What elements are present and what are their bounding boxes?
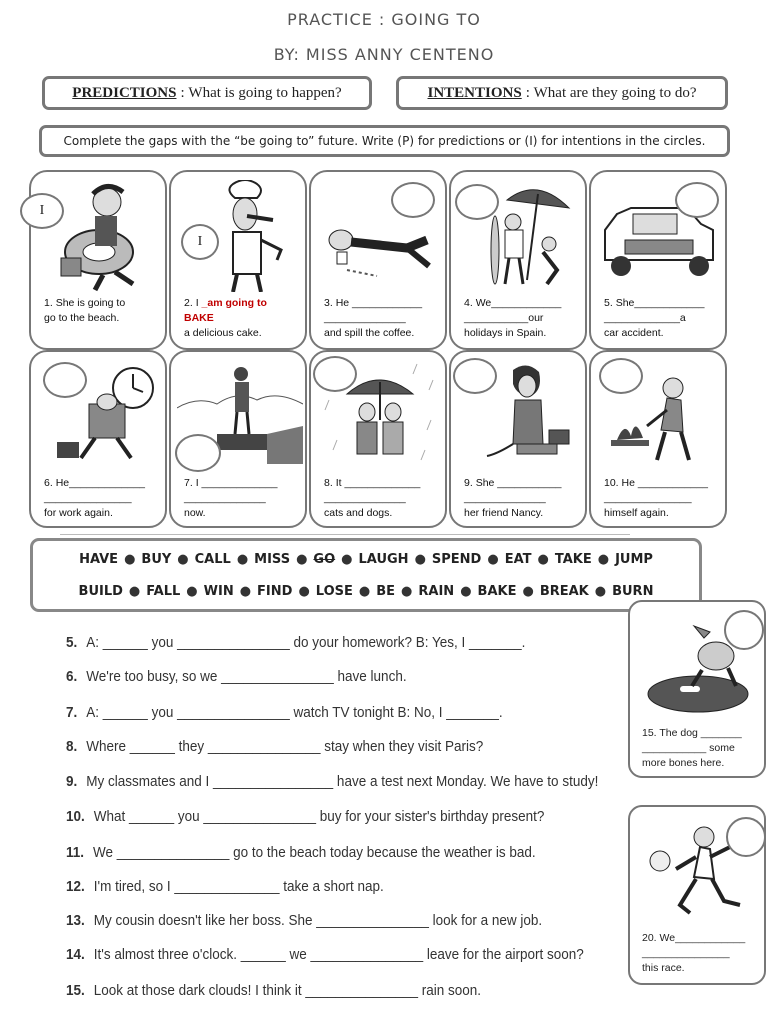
word-bank-word: BREAK bbox=[539, 584, 589, 599]
predictions-label: PREDICTIONS bbox=[72, 84, 177, 101]
answer-circle-8[interactable] bbox=[313, 356, 357, 392]
word-bank-word: LAUGH bbox=[358, 552, 409, 567]
card-caption: 2. I _am going to BAKE a delicious cake. bbox=[184, 297, 267, 339]
card-6 bbox=[29, 350, 167, 528]
exercise-6: 6. We're too busy, so we _______________ have lunch. bbox=[66, 668, 407, 685]
answer-circle-20[interactable] bbox=[726, 817, 766, 857]
word-bank-word: EAT bbox=[504, 552, 532, 567]
word-bank-word: RAIN bbox=[418, 584, 455, 599]
word-bank-word: FIND bbox=[257, 584, 293, 599]
author-line: BY: MISS ANNY CENTENO bbox=[273, 45, 495, 64]
word-bank-word: CALL bbox=[194, 552, 231, 567]
exercise-8: 8. Where ______ they _______________ stay when they visit Paris? bbox=[66, 738, 484, 755]
word-bank-word: JUMP bbox=[615, 552, 653, 567]
side-card-caption: 15. The dog _______ ___________ some more bones here. bbox=[642, 727, 742, 769]
bullet-separator: ● bbox=[522, 584, 534, 599]
bullet-separator: ● bbox=[358, 584, 371, 599]
side-card-20 bbox=[628, 805, 766, 985]
bullet-separator: ● bbox=[124, 552, 136, 567]
word-bank-word: BUILD bbox=[78, 584, 123, 599]
card-7 bbox=[169, 350, 307, 528]
card-caption: 5. She____________ _____________a car accident. bbox=[604, 297, 705, 339]
card-8 bbox=[309, 350, 447, 528]
answer-circle-6[interactable] bbox=[43, 362, 87, 398]
answer-circle-10[interactable] bbox=[599, 358, 643, 394]
card-10 bbox=[589, 350, 727, 528]
intentions-box: INTENTIONS : What are they going to do? bbox=[396, 76, 728, 110]
answer-circle-2[interactable]: I bbox=[181, 224, 219, 260]
word-bank-word: MISS bbox=[254, 552, 291, 567]
card-5 bbox=[589, 170, 727, 350]
exercise-9: 9. My classmates and I ________________ have a test next Monday. We have to study! bbox=[66, 773, 599, 790]
answer-circle-1[interactable]: I bbox=[20, 193, 64, 229]
card-caption: 9. She ___________ ______________ her friend Nancy. bbox=[464, 477, 562, 519]
bullet-separator: ● bbox=[537, 552, 549, 567]
card-3 bbox=[309, 170, 447, 350]
exercise-list bbox=[66, 622, 626, 1012]
word-bank-word: GO bbox=[313, 552, 336, 567]
word-bank-word: SPEND bbox=[431, 552, 482, 567]
page-title: PRACTICE : GOING TO bbox=[287, 10, 481, 29]
exercise-11: 11. We _______________ go to the beach today because the weather is bad. bbox=[66, 844, 536, 861]
bullet-separator: ● bbox=[594, 584, 607, 599]
word-bank-row-2 bbox=[33, 584, 699, 599]
word-bank-word: BAKE bbox=[477, 584, 517, 599]
word-bank-word: TAKE bbox=[554, 552, 592, 567]
bullet-separator: ● bbox=[460, 584, 472, 599]
answer-circle-7[interactable] bbox=[175, 434, 221, 472]
bullet-separator: ● bbox=[341, 552, 353, 567]
answer-circle-5[interactable] bbox=[675, 182, 719, 218]
bullet-separator: ● bbox=[236, 552, 249, 567]
word-bank-word: HAVE bbox=[79, 552, 119, 567]
card-4 bbox=[449, 170, 587, 350]
card-caption: 3. He ____________ ______________ and spill the coffee. bbox=[324, 297, 423, 339]
exercise-15: 15. Look at those dark clouds! I think it _______________ rain soon. bbox=[66, 982, 482, 999]
word-bank-word: BUY bbox=[141, 552, 172, 567]
exercise-10: 10. What ______ you _______________ buy for your sister's birthday present? bbox=[66, 808, 545, 825]
word-bank-word: BE bbox=[376, 584, 396, 599]
word-bank-word: LOSE bbox=[315, 584, 353, 599]
word-bank-word: WIN bbox=[203, 584, 234, 599]
bullet-separator: ● bbox=[128, 584, 141, 599]
bullet-separator: ● bbox=[414, 552, 426, 567]
word-bank bbox=[30, 538, 702, 612]
card-caption: 8. It _____________ ______________ cats and dogs. bbox=[324, 477, 421, 519]
card-caption: 1. She is going to go to the beach. bbox=[44, 297, 126, 324]
answer-circle-9[interactable] bbox=[453, 358, 497, 394]
intentions-text: What are they going to do? bbox=[533, 84, 697, 101]
intentions-label: INTENTIONS bbox=[427, 84, 522, 101]
bullet-separator: ● bbox=[177, 552, 189, 567]
exercise-5: 5. A: ______ you _______________ do your homework? B: Yes, I _______. bbox=[66, 634, 526, 651]
bullet-separator: ● bbox=[487, 552, 499, 567]
word-bank-word: BURN bbox=[612, 584, 654, 599]
answer-circle-3[interactable] bbox=[391, 182, 435, 218]
card-9 bbox=[449, 350, 587, 528]
exercise-14: 14. It's almost three o'clock. ______ we _______________ leave for the airport soon? bbox=[66, 946, 584, 963]
bullet-separator: ● bbox=[597, 552, 610, 567]
bullet-separator: ● bbox=[298, 584, 310, 599]
bullet-separator: ● bbox=[296, 552, 308, 567]
side-card-caption: 20. We____________ _______________ this race. bbox=[642, 932, 746, 974]
bullet-separator: ● bbox=[401, 584, 413, 599]
exercise-12: 12. I'm tired, so I ______________ take a short nap. bbox=[66, 878, 384, 895]
instructions-box bbox=[39, 125, 730, 157]
predictions-box: PREDICTIONS : What is going to happen? bbox=[42, 76, 372, 110]
exercise-7: 7. A: ______ you _______________ watch TV tonight B: No, I _______. bbox=[66, 704, 503, 721]
filled-answer: _am going to BAKE bbox=[184, 297, 267, 324]
card-caption: 6. He_____________ _______________ for work again. bbox=[44, 477, 146, 519]
answer-circle-15[interactable] bbox=[724, 610, 764, 650]
answer-circle-4[interactable] bbox=[455, 184, 499, 220]
exercise-13: 13. My cousin doesn't like her boss. She _______________ look for a new job. bbox=[66, 912, 543, 929]
card-caption: 7. I _____________ ______________ now. bbox=[184, 477, 278, 519]
card-2 bbox=[169, 170, 307, 350]
word-bank-word: FALL bbox=[146, 584, 181, 599]
card-caption: 4. We____________ ___________our holidays in Spain. bbox=[464, 297, 562, 339]
predictions-text: What is going to happen? bbox=[188, 84, 342, 101]
bullet-separator: ● bbox=[186, 584, 198, 599]
instructions-text: Complete the gaps with the “be going to” future. Write (P) for predictions or (I) for intentions in the circles. bbox=[63, 134, 706, 148]
word-bank-row-1 bbox=[33, 552, 699, 567]
bullet-separator: ● bbox=[239, 584, 252, 599]
side-card-15 bbox=[628, 600, 766, 778]
card-caption: 10. He ____________ _______________ himself again. bbox=[604, 477, 708, 519]
